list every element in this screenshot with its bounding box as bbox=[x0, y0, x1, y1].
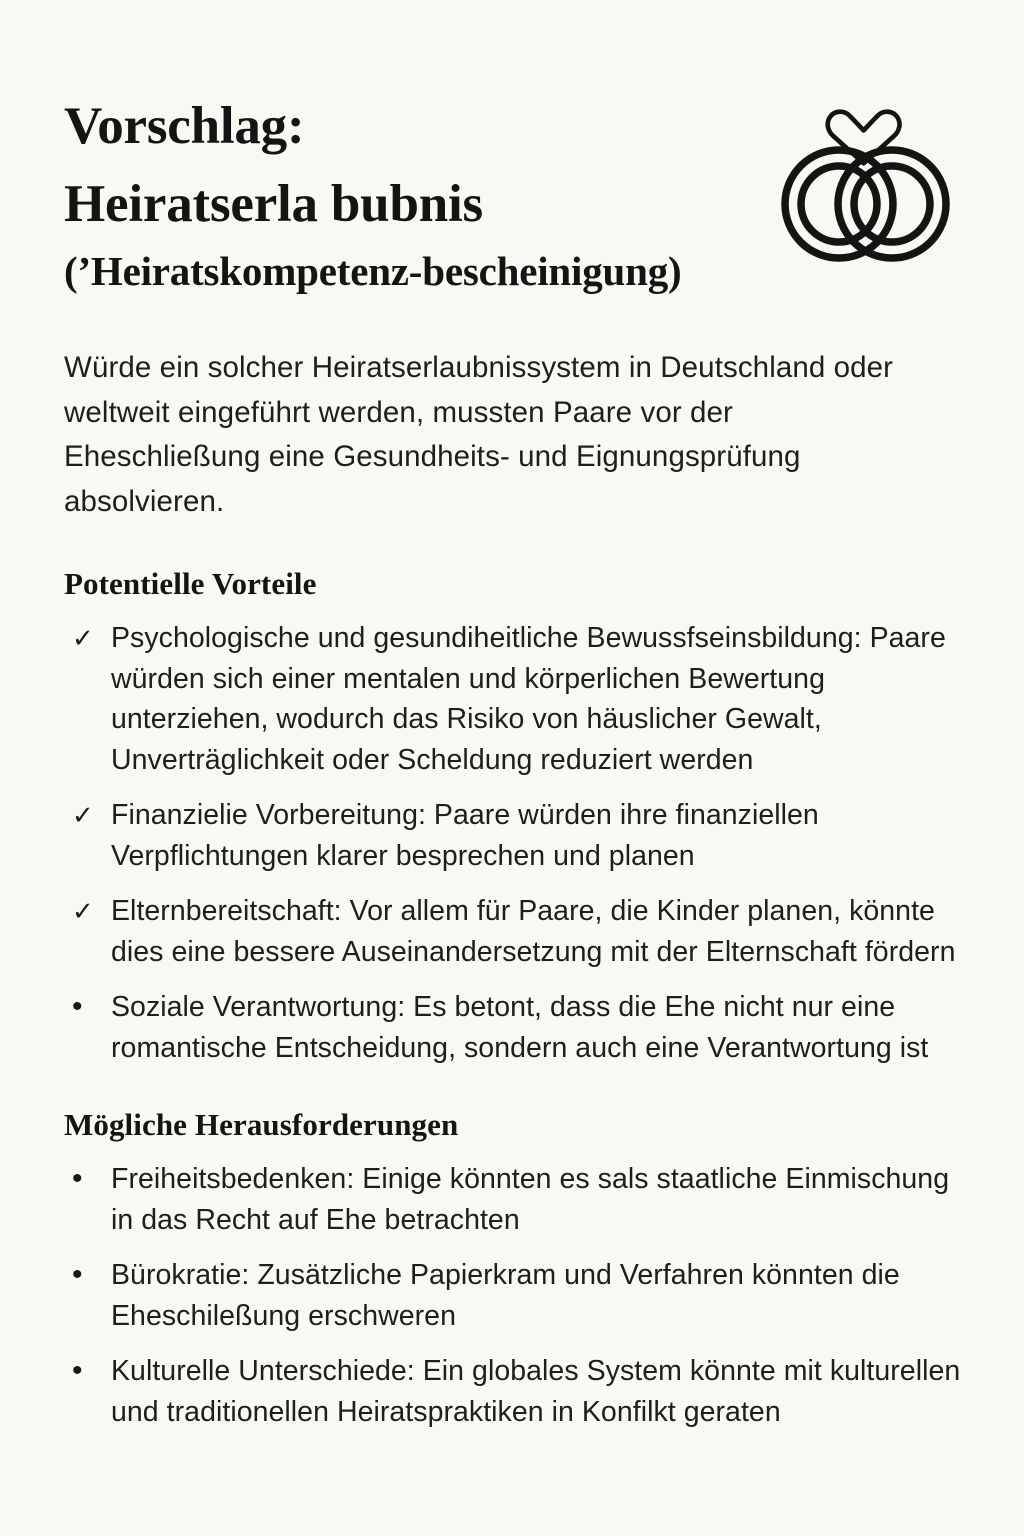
page-title bbox=[64, 88, 968, 296]
list-item bbox=[64, 618, 968, 780]
bullet-dot-icon: • bbox=[72, 1354, 83, 1388]
list-item bbox=[64, 987, 968, 1068]
list-item bbox=[64, 1351, 968, 1432]
challenges-list bbox=[64, 1159, 968, 1432]
list-item-text: Psychologische und gesundiheitliche Bewussfseinsbildung: Paare würden sich einer mentalen und körperlichen Bewertung unterziehen, wodurch das Risiko von häuslicher Gewalt, Unverträglichkeit oder Scheldung reduziert werden bbox=[111, 622, 946, 776]
check-icon: ✓ bbox=[72, 800, 94, 831]
section-heading-challenges: Mögliche Herausforderungen bbox=[64, 1107, 459, 1143]
bullet-dot-icon: • bbox=[72, 1258, 83, 1292]
list-item-text: Soziale Verantwortung: Es betont, dass die Ehe nicht nur eine romantische Entscheidung, sondern auch eine Verantwortung ist bbox=[111, 991, 929, 1064]
check-icon: ✓ bbox=[72, 896, 94, 927]
list-item-text: Freiheitsbedenken: Einige könnten es sals staatliche Einmischung in das Recht auf Ehe betrachten bbox=[111, 1163, 950, 1236]
title-subline: (’Heiratskompetenz-bescheinigung) bbox=[64, 247, 682, 294]
advantages-list bbox=[64, 618, 968, 1068]
title-line-1: Vorschlag: bbox=[64, 97, 305, 155]
section-heading-advantages: Potentielle Vorteile bbox=[64, 566, 317, 602]
list-item bbox=[64, 1255, 968, 1336]
list-item-text: Kulturelle Unterschiede: Ein globales System könnte mit kulturellen und traditionellen Heiratspraktiken in Konfilkt geraten bbox=[111, 1355, 961, 1428]
list-item bbox=[64, 1159, 968, 1240]
bullet-dot-icon: • bbox=[72, 990, 83, 1024]
check-icon: ✓ bbox=[72, 623, 94, 654]
list-item bbox=[64, 795, 968, 876]
bullet-dot-icon: • bbox=[72, 1162, 83, 1196]
title-line-2: Heiratserla bubnis bbox=[64, 174, 483, 233]
intro-paragraph: Würde ein solcher Heiratserlaubnissystem in Deutschland oder weltweit eingeführt werden, mussten Paare vor der Eheschließung eine Gesundheits- und Eignungsprüfung absolvieren. bbox=[64, 350, 894, 519]
list-item bbox=[64, 891, 968, 972]
list-item-text: Finanzielie Vorbereitung: Paare würden ihre finanziellen Verpflichtungen klarer besprechen und planen bbox=[111, 799, 819, 872]
list-item-text: Bürokratie: Zusätzliche Papierkram und Verfahren könnten die Eheschileßung erschweren bbox=[111, 1259, 900, 1332]
list-item-text: Elternbereitschaft: Vor allem für Paare, die Kinder planen, könnte dies eine bessere Auseinandersetzung mit der Elternschaft fördern bbox=[111, 895, 956, 968]
